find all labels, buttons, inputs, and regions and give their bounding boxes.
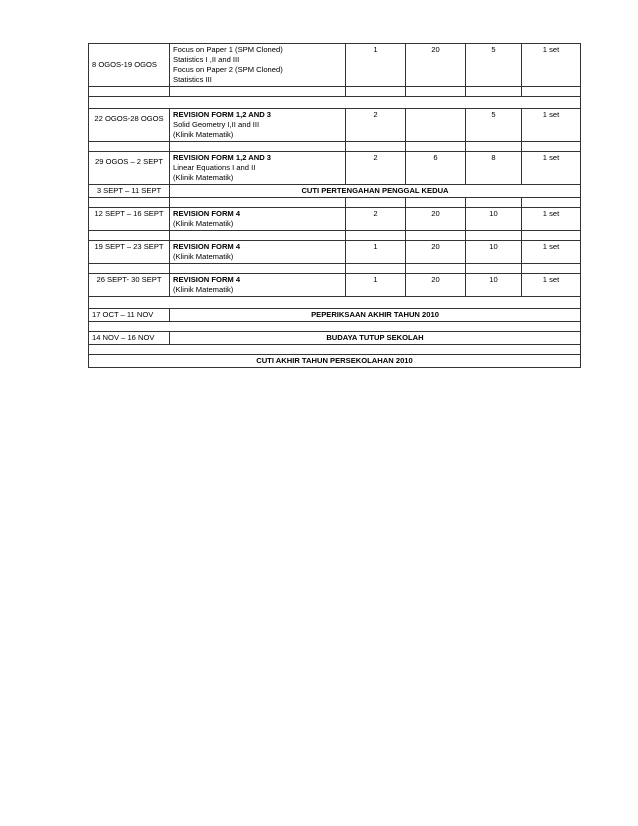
count-cell: 1	[346, 274, 406, 297]
topic-line: (Klinik Matematik)	[173, 173, 234, 182]
topic-cell	[170, 274, 346, 297]
topic-cell	[170, 152, 346, 185]
table-row	[89, 309, 581, 322]
topic-title: REVISION FORM 1,2 AND 3	[173, 110, 272, 119]
date-cell: 29 OGOS – 2 SEPT	[89, 152, 170, 185]
spacer-row	[89, 322, 581, 332]
date-cell: 17 OCT – 11 NOV	[89, 309, 170, 322]
count-cell: 8	[466, 152, 522, 185]
date-cell: 14 NOV – 16 NOV	[89, 332, 170, 345]
schedule-page	[88, 43, 580, 368]
topic-cell	[170, 208, 346, 231]
topic-line: Focus on Paper 1 (SPM Cloned)	[173, 45, 283, 54]
spacer-row	[89, 87, 581, 97]
date-cell: 12 SEPT – 16 SEPT	[89, 208, 170, 231]
set-cell: 1 set	[522, 274, 581, 297]
topic-line: Linear Equations I and II	[173, 163, 256, 172]
spacer-row	[89, 142, 581, 152]
count-cell: 2	[346, 152, 406, 185]
set-cell: 1 set	[522, 241, 581, 264]
table-row	[89, 208, 581, 231]
spacer-row	[89, 264, 581, 274]
table-row	[89, 274, 581, 297]
topic-title: REVISION FORM 4	[173, 209, 241, 218]
topic-line: (Klinik Matematik)	[173, 252, 234, 261]
count-cell: 20	[406, 44, 466, 87]
count-cell: 2	[346, 109, 406, 142]
set-cell: 1 set	[522, 152, 581, 185]
table-row	[89, 185, 581, 198]
count-cell: 2	[346, 208, 406, 231]
table-row	[89, 109, 581, 142]
set-cell: 1 set	[522, 109, 581, 142]
spacer-row	[89, 231, 581, 241]
topic-cell	[170, 241, 346, 264]
table-row	[89, 355, 581, 368]
set-cell: 1 set	[522, 208, 581, 231]
topic-line: (Klinik Matematik)	[173, 130, 234, 139]
topic-title: REVISION FORM 4	[173, 242, 241, 251]
date-cell: 26 SEPT- 30 SEPT	[89, 274, 170, 297]
table-row	[89, 152, 581, 185]
topic-cell	[170, 44, 346, 87]
table-row	[89, 241, 581, 264]
count-cell: 20	[406, 241, 466, 264]
spacer-row	[89, 297, 581, 309]
set-cell: 1 set	[522, 44, 581, 87]
topic-line: Statistics I ,II and III	[173, 55, 240, 64]
table-row	[89, 332, 581, 345]
table-row	[89, 44, 581, 87]
count-cell: 5	[466, 44, 522, 87]
count-cell: 6	[406, 152, 466, 185]
count-cell: 10	[466, 274, 522, 297]
count-cell: 5	[466, 109, 522, 142]
date-cell: 8 OGOS-19 OGOS	[89, 44, 170, 87]
spacer-row	[89, 198, 581, 208]
year-end-holiday-cell: CUTI AKHIR TAHUN PERSEKOLAHAN 2010	[89, 355, 581, 368]
spacer-row	[89, 97, 581, 109]
topic-line: Solid Geometry I,II and III	[173, 120, 260, 129]
count-cell: 1	[346, 241, 406, 264]
count-cell	[406, 109, 466, 142]
count-cell: 20	[406, 208, 466, 231]
count-cell: 1	[346, 44, 406, 87]
schedule-table	[88, 43, 581, 368]
count-cell: 10	[466, 241, 522, 264]
spacer-row	[89, 345, 581, 355]
count-cell: 20	[406, 274, 466, 297]
topic-title: REVISION FORM 1,2 AND 3	[173, 153, 272, 162]
topic-cell	[170, 109, 346, 142]
count-cell: 10	[466, 208, 522, 231]
exam-cell: PEPERIKSAAN AKHIR TAHUN 2010	[170, 309, 581, 322]
topic-line: Statistics III	[173, 75, 212, 84]
topic-title: REVISION FORM 4	[173, 275, 241, 284]
topic-line: Focus on Paper 2 (SPM Cloned)	[173, 65, 283, 74]
holiday-cell: CUTI PERTENGAHAN PENGGAL KEDUA	[170, 185, 581, 198]
topic-line: (Klinik Matematik)	[173, 285, 234, 294]
topic-line: (Klinik Matematik)	[173, 219, 234, 228]
closing-cell: BUDAYA TUTUP SEKOLAH	[170, 332, 581, 345]
date-cell: 22 OGOS-28 OGOS	[89, 109, 170, 142]
date-cell: 3 SEPT – 11 SEPT	[89, 185, 170, 198]
date-cell: 19 SEPT – 23 SEPT	[89, 241, 170, 264]
